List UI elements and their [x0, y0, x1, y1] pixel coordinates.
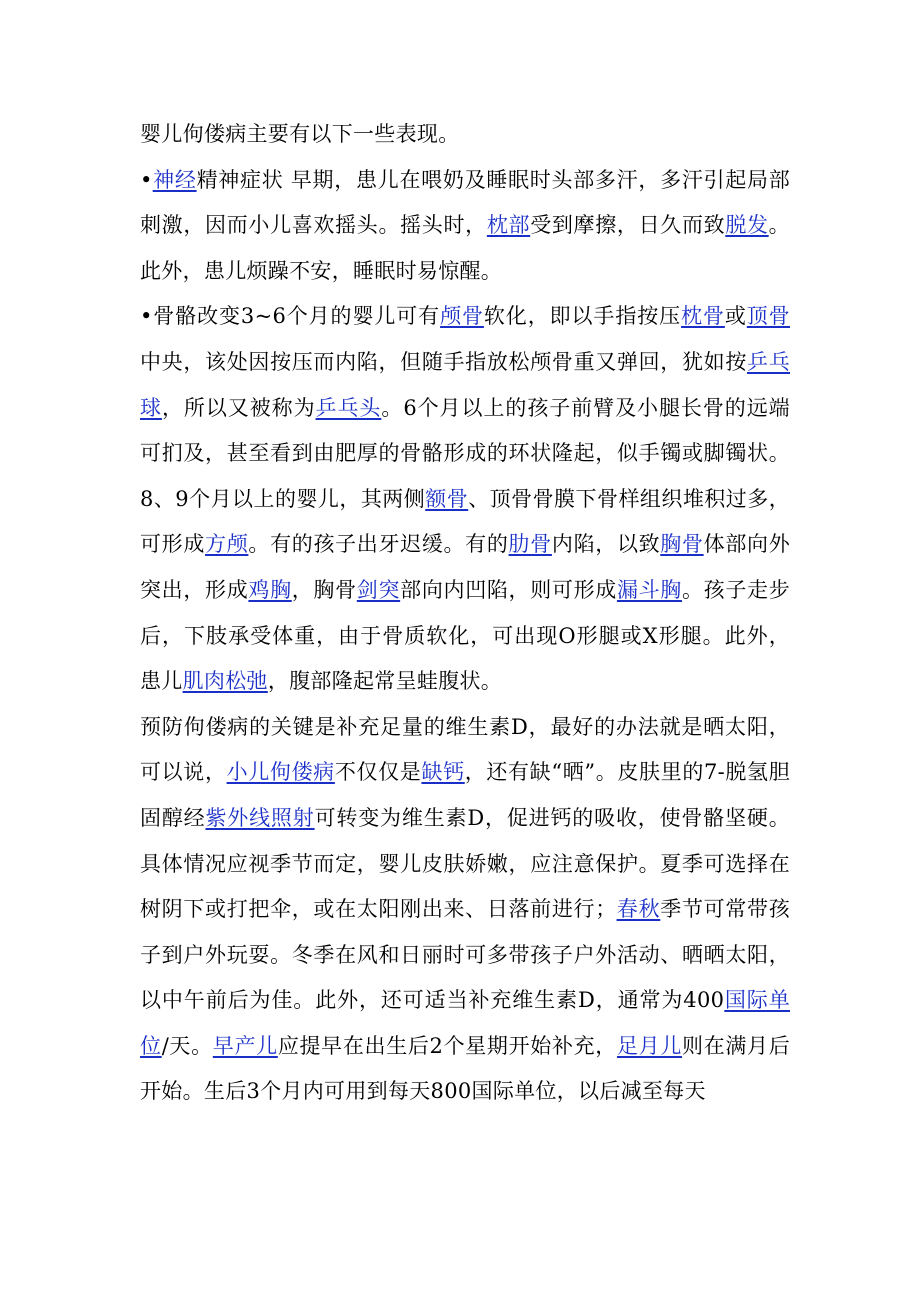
paragraph-text: 婴儿佝偻病主要有以下一些表现。 — [140, 122, 460, 146]
paragraph-text: 预防佝偻病的关键是补充足量的维生素D，最好的办法就是晒太阳，可以说， — [140, 714, 790, 785]
paragraph-text: 部向内凹陷，则可形成 — [400, 577, 617, 602]
hyperlink[interactable]: 肌肉松弛 — [182, 669, 268, 694]
paragraph-text: 体部向外突出，形成 — [140, 532, 790, 602]
hyperlink[interactable]: 鸡胸 — [248, 577, 292, 602]
paragraph-text: 、顶骨骨膜下骨样组织堆积过多，可形成 — [140, 486, 791, 557]
paragraph-text: 不仅仅是 — [334, 760, 422, 785]
hyperlink[interactable]: 额骨 — [425, 486, 469, 511]
hyperlink[interactable]: 颅骨 — [440, 304, 484, 329]
paragraph-text: ，所以又被称为 — [161, 395, 316, 420]
hyperlink[interactable]: 早产儿 — [212, 1033, 278, 1058]
hyperlink[interactable]: 方颅 — [205, 532, 249, 557]
paragraph-text: ，胸骨 — [291, 577, 357, 602]
paragraph-text: • — [140, 167, 153, 192]
hyperlink[interactable]: 枕部 — [486, 213, 531, 238]
paragraph-text: ，还有缺“晒”。皮肤里的7-脱氢胆固醇经 — [140, 760, 790, 830]
paragraph-nervous-symptoms — [140, 158, 790, 295]
hyperlink[interactable]: 神经 — [152, 167, 197, 192]
hyperlink[interactable]: 足月儿 — [616, 1033, 683, 1058]
hyperlink[interactable]: 脱发 — [725, 213, 769, 238]
hyperlink[interactable]: 缺钙 — [421, 760, 465, 785]
paragraph-text: 。孩子走步后，下肢承受体重，由于骨质软化，可出现O形腿或X形腿。此外，患儿 — [140, 577, 790, 694]
paragraph-text: 则在满月后开始。生后3个月内可用到每天800国际单位，以后减至每天 — [140, 1033, 791, 1104]
hyperlink[interactable]: 枕骨 — [681, 304, 725, 329]
paragraph-text: ，腹部隆起常呈蛙腹状。 — [267, 669, 503, 694]
paragraph-text: 。6个月以上的孩子前臂及小腿长骨的远端可扪及，甚至看到由肥厚的骨骼形成的环状隆起，似手镯或脚镯状。8、9个月以上的婴儿，其两侧 — [140, 395, 790, 511]
paragraph-text: 精神症状 早期，患儿在喂奶及睡眠时头部多汗，多汗引起局部刺激，因而小儿喜欢摇头。摇头时， — [140, 167, 790, 238]
paragraph-text: 。有的孩子出牙迟缓。有的 — [248, 532, 509, 557]
hyperlink[interactable]: 漏斗胸 — [616, 577, 682, 602]
paragraph-text: 内陷，以致 — [551, 532, 661, 557]
paragraph-text: •骨骼改变3~6个月的婴儿可有 — [140, 304, 441, 329]
hyperlink[interactable]: 小儿佝偻病 — [226, 760, 335, 785]
hyperlink[interactable]: 胸骨 — [660, 532, 704, 557]
paragraph-text: 应提早在出生后2个星期开始补充， — [277, 1033, 617, 1058]
document-page — [140, 112, 790, 1115]
paragraph-text: /天。 — [161, 1033, 213, 1058]
paragraph-text: 。此外，患儿烦躁不安，睡眠时易惊醒。 — [140, 213, 790, 283]
paragraph-text: 或 — [724, 304, 747, 329]
hyperlink[interactable]: 紫外线照射 — [205, 805, 315, 830]
paragraph-bone-changes — [140, 294, 790, 704]
paragraph-prevention — [140, 705, 790, 1115]
paragraph-text: 可转变为维生素D，促进钙的吸收，使骨骼坚硬。具体情况应视季节而定，婴儿皮肤娇嫩，应注意保护。夏季可选择在树阴下或打把伞，或在太阳刚出来、日落前进行； — [140, 805, 791, 922]
hyperlink[interactable]: 乒乓球 — [140, 349, 790, 420]
paragraph-text: 中央，该处因按压而内陷，但随手指放松颅骨重又弹回，犹如按 — [140, 349, 748, 374]
hyperlink[interactable]: 乒乓头 — [315, 395, 382, 420]
paragraph-intro — [140, 112, 790, 158]
paragraph-text: 软化，即以手指按压 — [483, 304, 682, 329]
hyperlink[interactable]: 剑突 — [356, 577, 401, 602]
hyperlink[interactable]: 国际单位 — [140, 988, 790, 1058]
hyperlink[interactable]: 肋骨 — [508, 532, 552, 557]
hyperlink[interactable]: 春秋 — [616, 897, 661, 922]
hyperlink[interactable]: 顶骨 — [746, 304, 790, 329]
paragraph-text: 受到摩擦，日久而致 — [530, 213, 726, 238]
paragraph-text: 季节可常带孩子到户外玩耍。冬季在风和日丽时可多带孩子户外活动、晒晒太阳，以中午前后为佳。此外，还可适当补充维生素D，通常为400 — [140, 897, 790, 1013]
